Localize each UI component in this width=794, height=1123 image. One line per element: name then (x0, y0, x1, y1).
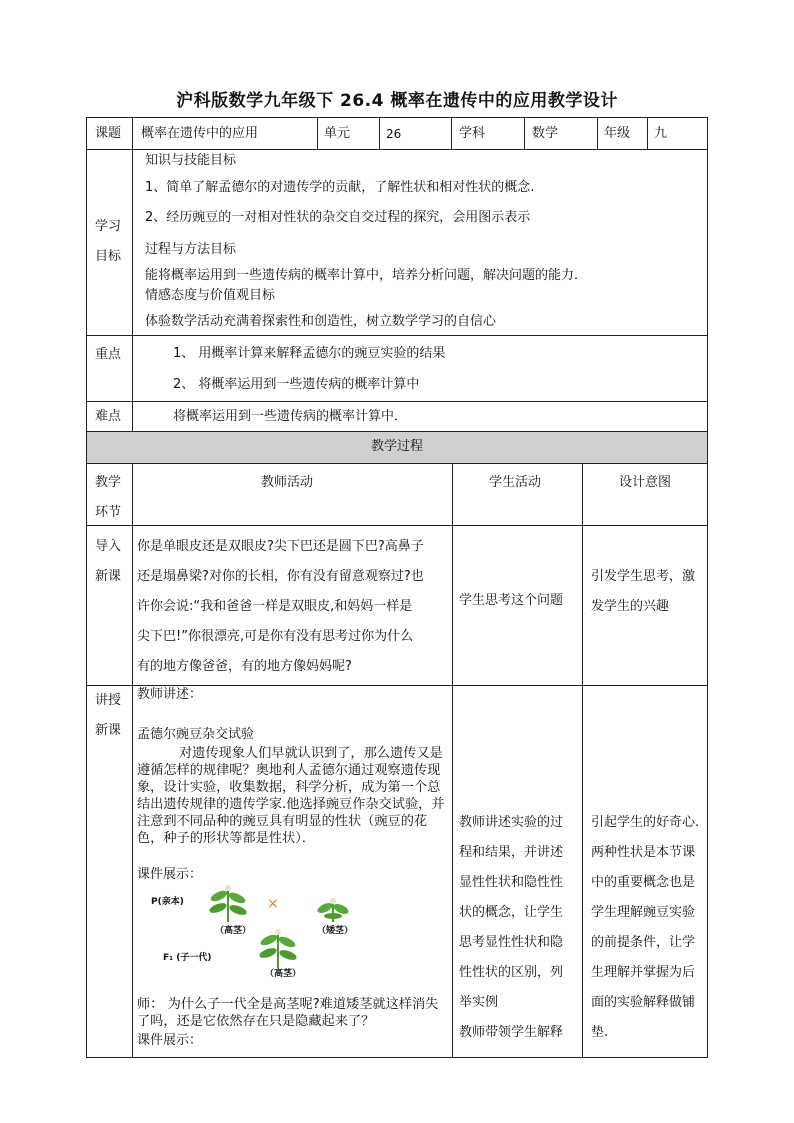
difficulty-label-cell (87, 402, 133, 432)
objective-line: 1、简单了解孟德尔的对遗传学的贡献，了解性状和相对性状的概念. (145, 180, 535, 195)
lecture-design-line: 垫. (591, 1025, 609, 1040)
f1-label: F₁ (子一代) (163, 953, 212, 963)
intro-design-line: 引发学生思考，激 (591, 569, 696, 584)
objective-line: 体验数学活动充满着探索性和创造性，树立数学学习的自信心 (145, 314, 497, 329)
unit-label: 单元 (324, 126, 351, 141)
lesson-plan-table (86, 117, 708, 1058)
header-cell-grade-label (598, 118, 648, 150)
short-plant-image (315, 896, 351, 922)
lecture-student-line: 显性性状和隐性性 (459, 875, 564, 890)
lecture-student-cell (453, 686, 583, 1058)
key-points-content-cell (133, 336, 708, 402)
header-cell-subject-label (452, 118, 525, 150)
objective-line: 2、经历豌豆的一对相对性状的杂交自交过程的探究，会用图示表示 (145, 210, 531, 225)
short-label: （矮茎） (317, 926, 354, 936)
process-band (87, 432, 707, 464)
document-title: 沪科版数学九年级下 26.4 概率在遗传中的应用教学设计 (176, 91, 618, 111)
intro-design-cell (583, 526, 708, 686)
grade-label: 年级 (604, 126, 631, 141)
courseware-label-1: 课件展示： (137, 867, 203, 882)
header-cell-unit-value (380, 118, 452, 150)
key-points-label-cell (87, 336, 133, 402)
difficulty-content-cell (133, 402, 708, 432)
lecture-stage-cell (87, 686, 133, 1058)
tall-plant-image (205, 884, 251, 922)
intro-teacher-line: 有的地方像爸爸，有的地方像妈妈呢? (137, 659, 352, 674)
lecture-design-line: 面的实验解释做铺 (591, 995, 696, 1010)
lecture-stage-label-1: 讲授 (95, 693, 122, 708)
col-teacher-label: 教师活动 (261, 475, 314, 490)
intro-teacher-line: 你是单眼皮还是双眼皮?尖下巴还是圆下巴?高鼻子 (137, 539, 424, 554)
objectives-content-cell (133, 150, 708, 336)
objective-line: 能将概率运用到一些遗传病的概率计算中，培养分析问题，解决问题的能力． (145, 268, 588, 283)
ketitle-label: 课题 (95, 126, 122, 141)
process-band-label: 教学过程 (370, 439, 423, 454)
tall-label: （高茎） (215, 926, 252, 936)
unit-value: 26 (386, 127, 402, 141)
col-stage-header (87, 464, 133, 526)
grade-value: 九 (654, 126, 668, 141)
col-stage-label-1: 教学 (95, 475, 122, 490)
subject-value: 数学 (532, 126, 559, 141)
lecture-design-line: 中的重要概念也是 (591, 875, 696, 890)
objectives-label-cell (87, 150, 133, 336)
lecture-design-line: 的前提条件，让学 (591, 935, 696, 950)
intro-teacher-cell (133, 526, 453, 686)
subject-label: 学科 (459, 126, 486, 141)
objectives-label-1: 学习 (95, 219, 122, 234)
col-student-header (453, 464, 583, 526)
lecture-design-line: 学生理解豌豆实验 (591, 905, 696, 920)
intro-stage-label-1: 导入 (95, 539, 122, 554)
lecture-student-line: 举实例 (459, 995, 499, 1010)
col-design-label: 设计意图 (619, 475, 672, 490)
header-cell-subject-value (525, 118, 598, 150)
lecture-student-line: 状的概念，让学生 (459, 905, 564, 920)
cross-mark: × (267, 896, 279, 912)
intro-teacher-line: 尖下巴!”你很漂亮,可是你有没有思考过你为什么 (137, 629, 414, 644)
difficulty-text: 将概率运用到一些遗传病的概率计算中． (173, 409, 408, 424)
pea-cross-diagram (133, 884, 453, 994)
col-stage-label-2: 环节 (95, 505, 122, 520)
lecture-design-line: 引起学生的好奇心. (591, 815, 700, 830)
lecture-student-line: 程和结果，并讲述 (459, 845, 564, 860)
lecture-teacher-intro: 教师讲述： (137, 687, 203, 702)
lecture-stage-label-2: 新课 (95, 723, 122, 738)
intro-student-cell (453, 526, 583, 686)
intro-teacher-line: 还是塌鼻梁?对你的长相，你有没有留意观察过?也 (137, 569, 424, 584)
lecture-paragraph: 对遗传现象人们早就认识到了，那么遗传又是遵循怎样的规律呢？奥地利人孟德尔通过观察遗传现象，设计实验，收集数据，科学分析，成为第一个总结出遗传规律的遗传学家.他选择豌豆作杂交试验，并注意到不同品种的豌豆具有明显的性状（豌豆的花色，种子的形状等都是性状）． (137, 746, 445, 846)
header-cell-topic (133, 118, 318, 150)
lecture-design-line: 生理解并掌握为后 (591, 965, 696, 980)
lecture-student-line: 教师带领学生解释 (459, 1025, 564, 1040)
intro-stage-cell (87, 526, 133, 686)
key-point-item: 1、 用概率计算来解释孟德尔的豌豆实验的结果 (173, 346, 446, 361)
header-cell-unit-label (318, 118, 380, 150)
objective-line: 知识与技能目标 (145, 153, 237, 168)
difficulty-label: 难点 (95, 409, 122, 424)
lecture-design-cell (583, 686, 708, 1058)
col-design-header (583, 464, 708, 526)
courseware-label-2: 课件展示： (137, 1033, 203, 1048)
intro-design-line: 发学生的兴趣 (591, 599, 670, 614)
intro-teacher-line: 许你会说:“我和爸爸一样是双眼皮,和妈妈一样是 (137, 599, 413, 614)
header-cell-grade-value (648, 118, 708, 150)
lecture-student-line: 思考显性性状和隐 (459, 935, 564, 950)
col-teacher-header (133, 464, 453, 526)
lecture-design-line: 两种性状是本节课 (591, 845, 696, 860)
teacher-question: 师： 为什么子一代全是高茎呢?难道矮茎就这样消失了吗，还是它依然存在只是隐藏起来了？ (137, 997, 439, 1029)
f1-tall-label: （高茎） (265, 969, 302, 979)
ketitle-value: 概率在遗传中的应用 (141, 126, 259, 141)
p-parent-label: P(亲本) (151, 897, 184, 907)
intro-student-text: 学生思考这个问题 (459, 593, 564, 608)
objective-line: 过程与方法目标 (145, 242, 237, 257)
key-points-label: 重点 (95, 347, 122, 362)
lecture-student-line: 教师讲述实验的过 (459, 815, 564, 830)
experiment-title: 孟德尔豌豆杂交试验 (137, 727, 255, 742)
objectives-label-2: 目标 (95, 249, 122, 264)
f1-tall-plant-image (255, 928, 301, 968)
key-point-item: 2、 将概率运用到一些遗传病的概率计算中 (173, 377, 420, 392)
lecture-student-line: 性性状的区别，列 (459, 965, 564, 980)
objective-line: 情感态度与价值观目标 (145, 288, 276, 303)
lecture-teacher-cell (133, 686, 453, 1058)
col-student-label: 学生活动 (489, 475, 542, 490)
intro-stage-label-2: 新课 (95, 569, 122, 584)
header-cell-label (87, 118, 133, 150)
